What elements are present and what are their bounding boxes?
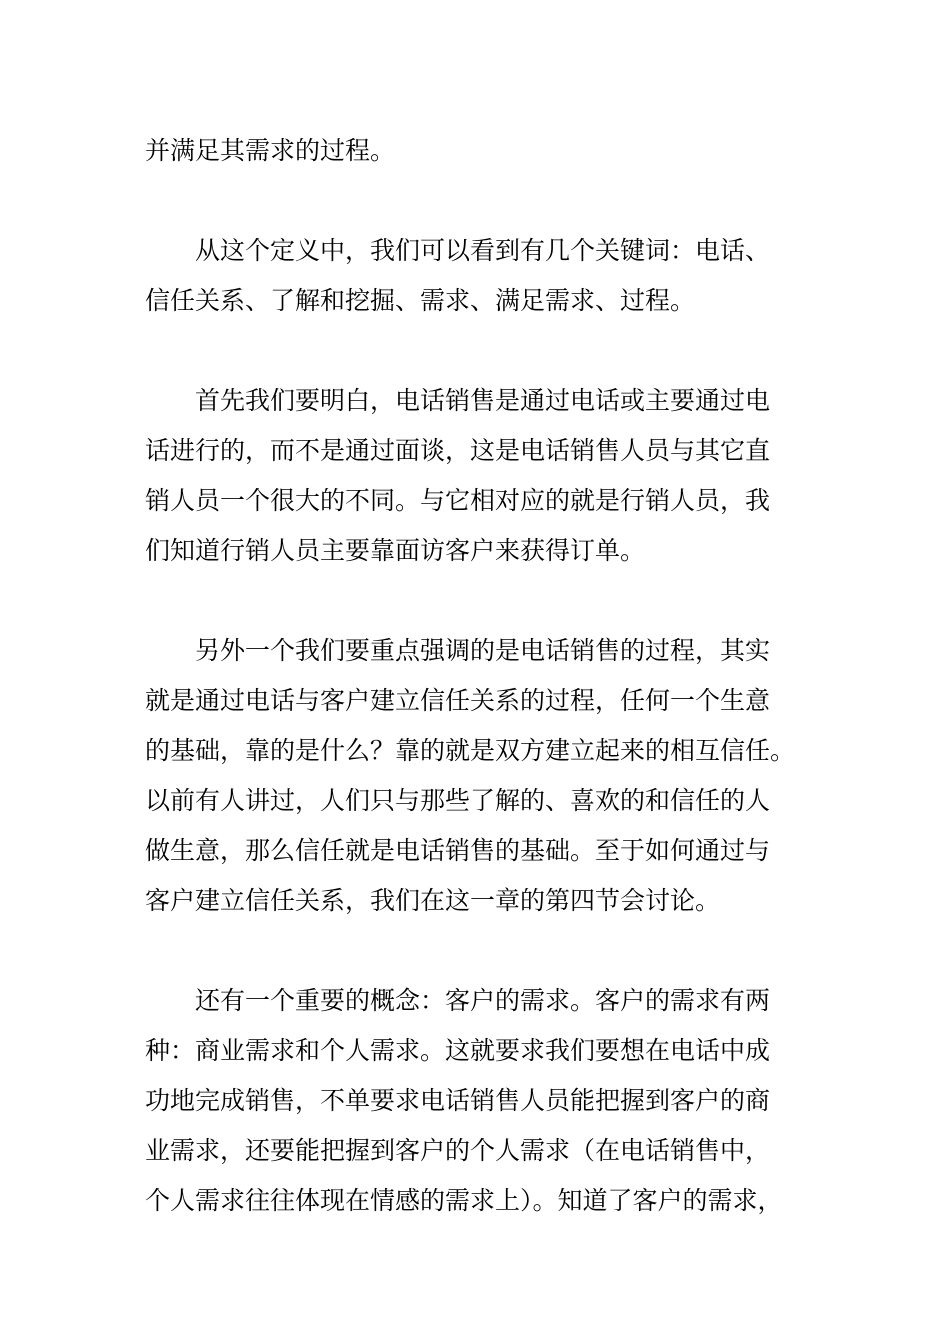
paragraph-4-line-1: 另外一个我们要重点强调的是电话销售的过程，其实 — [195, 636, 771, 665]
paragraph-3-line-4: 们知道行销人员主要靠面访客户来获得订单。 — [145, 536, 646, 565]
paragraph-2-line-1: 从这个定义中，我们可以看到有几个关键词：电话、 — [195, 236, 771, 265]
paragraph-4-line-6: 客户建立信任关系，我们在这一章的第四节会讨论。 — [145, 886, 721, 915]
paragraph-4-line-2: 就是通过电话与客户建立信任关系的过程，任何一个生意 — [145, 686, 771, 715]
paragraph-3-line-3: 销人员一个很大的不同。与它相对应的就是行销人员，我 — [145, 486, 771, 515]
paragraph-4-line-5: 做生意，那么信任就是电话销售的基础。至于如何通过与 — [145, 836, 771, 865]
paragraph-5-line-4: 业需求，还要能把握到客户的个人需求（在电话销售中， — [145, 1136, 771, 1165]
paragraph-5-line-3: 功地完成销售，不单要求电话销售人员能把握到客户的商 — [145, 1086, 771, 1115]
paragraph-4-line-4: 以前有人讲过，人们只与那些了解的、喜欢的和信任的人 — [145, 786, 771, 815]
paragraph-4-line-3: 的基础，靠的是什么？靠的就是双方建立起来的相互信任。 — [145, 736, 796, 765]
paragraph-3-line-1: 首先我们要明白，电话销售是通过电话或主要通过电 — [195, 386, 771, 415]
paragraph-5-line-2: 种：商业需求和个人需求。这就要求我们要想在电话中成 — [145, 1036, 771, 1065]
paragraph-2-line-2: 信任关系、了解和挖掘、需求、满足需求、过程。 — [145, 286, 696, 315]
paragraph-3-line-2: 话进行的，而不是通过面谈，这是电话销售人员与其它直 — [145, 436, 771, 465]
paragraph-5-line-5: 个人需求往往体现在情感的需求上）。知道了客户的需求， — [145, 1186, 783, 1215]
paragraph-1-line-1: 并满足其需求的过程。 — [145, 136, 396, 165]
paragraph-5-line-1: 还有一个重要的概念：客户的需求。客户的需求有两 — [195, 986, 771, 1015]
